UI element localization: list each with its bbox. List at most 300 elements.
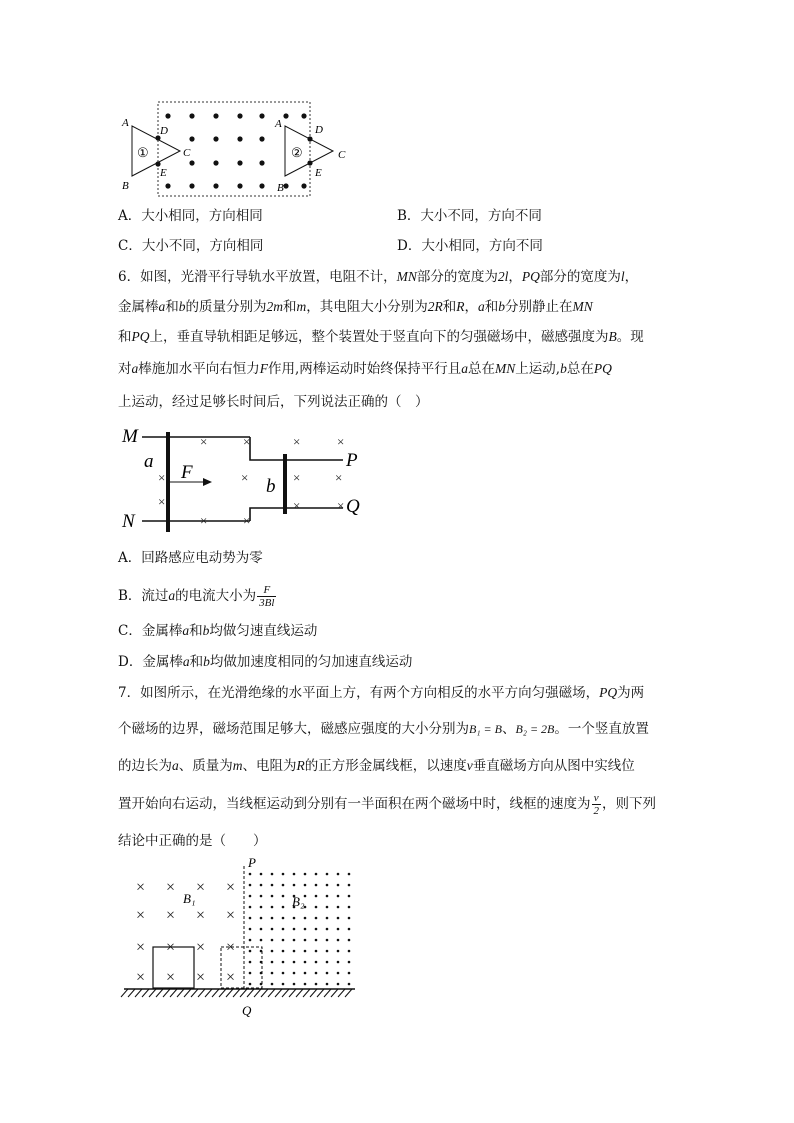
field-dot xyxy=(326,906,329,909)
q6-label-b: b xyxy=(266,476,276,497)
field-dot xyxy=(337,873,340,876)
q5-option-d-letter: D． xyxy=(397,238,422,254)
field-dot xyxy=(282,873,285,876)
hatch-mark xyxy=(338,989,345,997)
field-dot xyxy=(282,928,285,931)
q6-var-mn: MN xyxy=(396,269,417,284)
field-dot xyxy=(293,873,296,876)
q6-var-a: a xyxy=(478,299,485,314)
q7-stem-line-3 xyxy=(118,756,635,776)
field-dot xyxy=(301,183,306,188)
field-dot xyxy=(213,136,218,141)
field-dot xyxy=(271,906,274,909)
field-dot xyxy=(249,895,252,898)
field-dot xyxy=(337,983,340,986)
field-dot xyxy=(315,928,318,931)
q5-option-a-text: 大小相同，方向相同 xyxy=(141,208,263,224)
q6-var-a: a xyxy=(461,361,469,376)
q7-var-b1: B₁ = B xyxy=(469,722,502,736)
q7-text: 如图所示，在光滑绝缘的水平面上方，有两个方向相反的水平方向匀强磁场， xyxy=(140,685,600,701)
q7-text: 为两 xyxy=(617,685,645,701)
field-dot xyxy=(304,873,307,876)
q6-var-a: a xyxy=(131,361,139,376)
q6-var-m: m xyxy=(296,299,307,314)
q6-var-a: a xyxy=(182,623,190,638)
field-cross: × xyxy=(293,434,301,449)
hatch-mark xyxy=(261,989,268,997)
field-cross: × xyxy=(293,498,301,513)
field-dot xyxy=(304,928,307,931)
q6-label-f: F xyxy=(181,462,193,483)
field-dot xyxy=(271,917,274,920)
field-dot xyxy=(337,928,340,931)
q6-text: 。现 xyxy=(616,329,644,345)
q5-label-E2: E xyxy=(315,167,322,179)
q7-text: 、质量为 xyxy=(178,758,233,774)
field-cross: × xyxy=(166,879,176,896)
field-dot xyxy=(348,928,351,931)
field-cross: × xyxy=(158,494,166,509)
field-dot xyxy=(283,183,288,188)
field-dot xyxy=(326,972,329,975)
field-dot xyxy=(282,983,285,986)
field-dot xyxy=(326,983,329,986)
field-dot xyxy=(304,983,307,986)
field-dot xyxy=(315,950,318,953)
field-dot xyxy=(337,972,340,975)
q6-option-d[interactable] xyxy=(118,652,412,672)
field-dot xyxy=(293,961,296,964)
field-cross: × xyxy=(226,907,236,924)
q6-option-b-text: 流过 xyxy=(141,588,169,604)
field-dot xyxy=(326,917,329,920)
field-dot xyxy=(213,160,218,165)
field-dot xyxy=(337,939,340,942)
q5-label-D1: D xyxy=(160,125,168,137)
hatch-mark xyxy=(163,989,170,997)
q7-text: 的边长为 xyxy=(118,758,172,774)
q6-label-a: a xyxy=(144,451,154,472)
hatch-mark xyxy=(142,989,149,997)
field-dot xyxy=(348,983,351,986)
q5-option-d[interactable] xyxy=(397,236,543,256)
q7-text: 。一个竖直放置 xyxy=(554,721,649,737)
field-cross: × xyxy=(226,969,236,986)
q5-label-circle1: ① xyxy=(137,145,149,160)
field-dot xyxy=(282,906,285,909)
q6-label-m: M xyxy=(122,426,138,447)
q7-text: 、 xyxy=(501,721,516,737)
field-dot xyxy=(315,939,318,942)
field-cross: × xyxy=(196,907,206,924)
q7-ground-hatch xyxy=(121,989,352,997)
q7-figure xyxy=(120,856,360,1021)
q5-option-c-text: 大小不同，方向相同 xyxy=(141,238,264,254)
q6-text: 如图，光滑平行导轨水平放置，电阻不计， xyxy=(140,269,397,285)
field-dot xyxy=(260,884,263,887)
q6-stem-line-5 xyxy=(118,392,429,412)
hatch-mark xyxy=(289,989,296,997)
field-dot xyxy=(271,939,274,942)
hatch-mark xyxy=(198,989,205,997)
hatch-mark xyxy=(331,989,338,997)
q7-var-r: R xyxy=(296,758,305,773)
q6-var-b: b xyxy=(560,361,567,376)
field-dot xyxy=(189,113,194,118)
field-dot xyxy=(293,917,296,920)
q6-text: 上运动, xyxy=(515,361,561,377)
field-dot xyxy=(249,939,252,942)
q7-var-b2: B₂ = 2B xyxy=(515,722,555,736)
q7-text: 、电阻为 xyxy=(242,758,297,774)
q6-var-b: b xyxy=(203,654,210,669)
field-dot xyxy=(337,895,340,898)
field-dot xyxy=(315,961,318,964)
q6-var-b: b xyxy=(202,623,210,638)
field-dot xyxy=(271,873,274,876)
field-dot xyxy=(271,950,274,953)
field-dot xyxy=(249,873,252,876)
q5-label-C1: C xyxy=(183,147,191,159)
q6-var-b-field: B xyxy=(608,329,617,344)
q6-var-l: l xyxy=(620,269,625,284)
q6-text: 和 xyxy=(283,299,297,315)
q7-stem-line-1 xyxy=(118,683,644,703)
field-dot xyxy=(304,939,307,942)
q5-option-c-letter: C． xyxy=(118,238,142,254)
field-dot xyxy=(337,961,340,964)
q7-text: 的正方形金属线框，以速度 xyxy=(304,758,467,774)
q6-text: 金属棒 xyxy=(118,299,159,315)
q6-text: 上运动，经过足够长时间后，下列说法正确的（ ） xyxy=(118,394,429,410)
field-cross: × xyxy=(136,907,146,924)
q6-option-a-text: 回路感应电动势为零 xyxy=(141,550,263,566)
field-cross: × xyxy=(166,969,176,986)
q5-label-B2: B xyxy=(277,182,284,194)
field-dot xyxy=(259,160,264,165)
q5-label-A1: A xyxy=(122,117,129,129)
field-dot xyxy=(304,961,307,964)
q6-text: ，其电阻大小分别为 xyxy=(306,299,428,315)
q6-option-c-letter: C． xyxy=(118,623,142,639)
field-dot xyxy=(249,961,252,964)
q6-option-d-text: 金属棒 xyxy=(142,654,183,670)
q7-label-q: Q xyxy=(242,1003,252,1018)
field-cross: × xyxy=(337,498,345,513)
q6-text: 部分的宽度为 xyxy=(416,269,498,285)
field-dot xyxy=(271,928,274,931)
q7-stem-line-5 xyxy=(118,831,267,851)
field-dot xyxy=(315,983,318,986)
q6-var-pq: PQ xyxy=(131,329,150,344)
q6-text: 和 xyxy=(484,299,499,315)
q6-text: ， xyxy=(464,299,478,315)
field-dot xyxy=(348,961,351,964)
q7-text: 个磁场的边界，磁场范围足够大，磁感应强度的大小分别为 xyxy=(118,721,469,737)
field-dot xyxy=(304,884,307,887)
field-dot xyxy=(282,884,285,887)
field-dot xyxy=(271,961,274,964)
field-dot xyxy=(282,950,285,953)
q6-option-b-letter: B． xyxy=(118,588,142,604)
hatch-mark xyxy=(310,989,317,997)
field-dot xyxy=(337,917,340,920)
q6-text: 的质量分别为 xyxy=(185,299,267,315)
field-dot xyxy=(260,917,263,920)
q7-label-b1: B₁ xyxy=(183,891,196,906)
field-dot xyxy=(249,983,252,986)
q6-option-d-text: 均做加速度相同的匀加速直线运动 xyxy=(209,654,413,670)
hatch-mark xyxy=(324,989,331,997)
field-dot xyxy=(259,113,264,118)
field-dot xyxy=(249,950,252,953)
field-dot xyxy=(260,873,263,876)
field-dot xyxy=(348,950,351,953)
q6-text: 部分的宽度为 xyxy=(539,269,621,285)
q6-option-c-text: 和 xyxy=(189,623,203,639)
field-dot xyxy=(249,972,252,975)
field-dot xyxy=(271,972,274,975)
hatch-mark xyxy=(121,989,128,997)
hatch-mark xyxy=(170,989,177,997)
q6-stem-line-3 xyxy=(118,327,644,347)
q6-option-d-letter: D． xyxy=(118,654,143,670)
field-dot xyxy=(315,917,318,920)
q6-option-b-fraction xyxy=(257,584,276,609)
q6-option-b[interactable] xyxy=(118,584,277,609)
field-dot xyxy=(260,895,263,898)
q7-field-dots-b2 xyxy=(249,873,351,986)
field-cross: × xyxy=(136,939,146,956)
q6-var-mn: MN xyxy=(495,361,516,376)
q6-option-a[interactable] xyxy=(118,548,263,568)
q6-option-d-text: 和 xyxy=(189,654,204,670)
hatch-mark xyxy=(247,989,254,997)
hatch-mark xyxy=(205,989,212,997)
field-dot xyxy=(348,895,351,898)
q6-text: 和 xyxy=(442,299,457,315)
q6-option-c-text: 均做匀速直线运动 xyxy=(209,623,318,639)
field-dot xyxy=(326,961,329,964)
q5-label-circle2: ② xyxy=(291,145,303,160)
q6-stem-line-2 xyxy=(118,297,593,317)
q7-text: 结论中正确的是（ ） xyxy=(118,833,267,849)
field-dot xyxy=(271,983,274,986)
field-dot xyxy=(259,183,264,188)
field-dot xyxy=(165,113,170,118)
field-dot xyxy=(337,884,340,887)
field-dot xyxy=(259,136,264,141)
hatch-mark xyxy=(303,989,310,997)
field-cross: × xyxy=(166,907,176,924)
field-dot xyxy=(315,906,318,909)
field-dot xyxy=(260,906,263,909)
field-dot xyxy=(282,961,285,964)
field-dot xyxy=(326,928,329,931)
field-dot xyxy=(315,873,318,876)
field-dot xyxy=(315,972,318,975)
q7-label-p: P xyxy=(248,856,256,870)
q5-option-c[interactable] xyxy=(118,236,263,256)
hatch-mark xyxy=(191,989,198,997)
hatch-mark xyxy=(219,989,226,997)
q5-label-B1: B xyxy=(122,180,129,192)
q6-var-2r: 2R xyxy=(427,299,443,314)
field-dot xyxy=(189,183,194,188)
q6-var-2m: 2m xyxy=(266,299,283,314)
hatch-mark xyxy=(240,989,247,997)
field-dot xyxy=(237,160,242,165)
q5-label-E1: E xyxy=(160,167,167,179)
q7-label-b2: B₂ xyxy=(292,894,305,909)
hatch-mark xyxy=(177,989,184,997)
field-dot xyxy=(293,928,296,931)
field-dot xyxy=(326,895,329,898)
q6-fraction-denominator: 3Bl xyxy=(259,597,275,609)
field-dot xyxy=(337,906,340,909)
q6-figure xyxy=(118,424,374,534)
field-cross: × xyxy=(166,939,176,956)
field-dot xyxy=(315,884,318,887)
q6-var-b: b xyxy=(178,299,186,314)
q7-fraction xyxy=(592,792,602,817)
q5-option-b[interactable] xyxy=(397,206,542,226)
field-dot xyxy=(249,884,252,887)
q5-label-A2: A xyxy=(275,118,282,130)
field-dot xyxy=(293,972,296,975)
q5-option-a[interactable] xyxy=(118,206,263,226)
q6-text: ， xyxy=(508,269,522,285)
field-dot xyxy=(282,939,285,942)
field-dot xyxy=(326,873,329,876)
field-cross: × xyxy=(243,434,251,449)
q7-fraction-denominator: 2 xyxy=(593,805,599,817)
q6-force-arrowhead xyxy=(203,478,212,486)
field-dot xyxy=(271,884,274,887)
field-cross: × xyxy=(293,470,301,485)
field-dot xyxy=(165,183,170,188)
q6-fraction-numerator: F xyxy=(257,584,276,597)
q6-var-a: a xyxy=(168,588,176,603)
field-dot xyxy=(282,972,285,975)
field-dot xyxy=(249,906,252,909)
field-cross: × xyxy=(200,513,208,528)
q6-label-q: Q xyxy=(346,496,360,517)
hatch-mark xyxy=(282,989,289,997)
field-cross: × xyxy=(226,939,236,956)
q5-option-a-letter: A． xyxy=(118,208,142,224)
q6-var-a: a xyxy=(158,299,166,314)
q7-stem-line-2 xyxy=(118,719,649,739)
field-cross: × xyxy=(196,939,206,956)
field-dot xyxy=(315,895,318,898)
field-dot xyxy=(237,113,242,118)
field-dot xyxy=(304,972,307,975)
field-cross: × xyxy=(337,434,345,449)
q5-label-C2: C xyxy=(338,149,346,161)
field-dot xyxy=(304,917,307,920)
q6-text: 棒施加水平向右恒力 xyxy=(138,361,260,377)
q7-number: 7． xyxy=(118,685,141,701)
field-cross: × xyxy=(226,879,236,896)
field-cross: × xyxy=(136,879,146,896)
q6-text: 和 xyxy=(165,299,179,315)
hatch-mark xyxy=(156,989,163,997)
field-cross: × xyxy=(158,470,166,485)
q6-var-a: a xyxy=(182,654,190,669)
field-cross: × xyxy=(335,470,343,485)
q6-option-a-letter: A． xyxy=(118,550,142,566)
q7-fraction-numerator: v xyxy=(592,792,602,805)
field-dot xyxy=(213,183,218,188)
field-cross: × xyxy=(241,470,249,485)
field-dot xyxy=(326,939,329,942)
field-dot xyxy=(304,950,307,953)
q6-label-n: N xyxy=(122,511,135,532)
field-dot xyxy=(348,873,351,876)
field-dot xyxy=(348,884,351,887)
q6-text: ， xyxy=(624,269,639,285)
q7-var-pq: PQ xyxy=(599,685,618,700)
field-dot xyxy=(293,950,296,953)
q6-text: 总在 xyxy=(468,361,496,377)
hatch-mark xyxy=(275,989,282,997)
q6-text: 作用,两棒运动时始终保持平行且 xyxy=(268,361,462,377)
hatch-mark xyxy=(317,989,324,997)
field-dot xyxy=(249,928,252,931)
q5-option-b-text: 大小不同，方向不同 xyxy=(420,208,542,224)
q6-var-mn: MN xyxy=(572,299,593,314)
field-dot xyxy=(260,939,263,942)
q6-text: 和 xyxy=(118,329,132,345)
field-dot xyxy=(348,906,351,909)
q6-var-r: R xyxy=(456,299,465,314)
field-dot xyxy=(189,136,194,141)
field-dot xyxy=(237,136,242,141)
field-cross: × xyxy=(243,513,251,528)
q6-option-c[interactable] xyxy=(118,621,317,641)
q6-stem-line-1 xyxy=(118,267,638,287)
hatch-mark xyxy=(149,989,156,997)
field-dot xyxy=(282,917,285,920)
field-cross: × xyxy=(200,434,208,449)
q7-text: 置开始向右运动，当线框运动到分别有一半面积在两个磁场中时，线框的速度为 xyxy=(118,796,591,812)
field-dot xyxy=(337,950,340,953)
q7-stem-line-4 xyxy=(118,792,656,817)
q5-option-b-letter: B． xyxy=(397,208,421,224)
field-dot xyxy=(237,183,242,188)
field-dot xyxy=(249,917,252,920)
field-dot xyxy=(213,113,218,118)
hatch-mark xyxy=(233,989,240,997)
q6-option-c-text: 金属棒 xyxy=(141,623,183,639)
q7-var-m: m xyxy=(232,758,243,773)
field-cross: × xyxy=(196,969,206,986)
hatch-mark xyxy=(254,989,261,997)
field-dot xyxy=(348,939,351,942)
hatch-mark xyxy=(184,989,191,997)
field-dot xyxy=(348,972,351,975)
q5-option-d-text: 大小相同，方向不同 xyxy=(421,238,543,254)
q6-text: 对 xyxy=(118,361,132,377)
q6-var-pq: PQ xyxy=(593,361,612,376)
hatch-mark xyxy=(345,989,352,997)
q7-text: 垂直磁场方向从图中实线位 xyxy=(472,758,635,774)
field-dot xyxy=(301,113,306,118)
field-dot xyxy=(326,884,329,887)
field-dot xyxy=(282,895,285,898)
q7-var-v: v xyxy=(466,758,473,773)
